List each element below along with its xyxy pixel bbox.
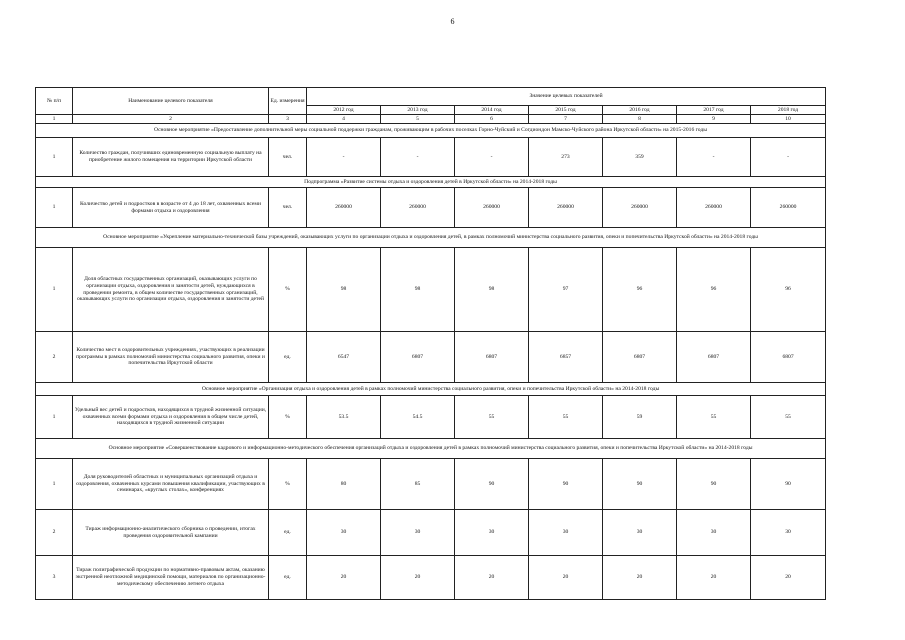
row-number: 1 (36, 396, 73, 439)
value-cell: 30 (677, 510, 751, 556)
value-cell: 260000 (603, 188, 677, 228)
table-row (36, 248, 826, 332)
value-cell: 53.5 (307, 396, 381, 439)
value-cell: 20 (529, 556, 603, 600)
table-row (36, 510, 826, 556)
unit-cell: % (269, 459, 307, 510)
value-cell: 98 (381, 248, 455, 332)
column-number: 10 (751, 115, 826, 124)
value-cell: - (455, 138, 529, 177)
unit-cell: чел. (269, 188, 307, 228)
value-cell: 54.5 (381, 396, 455, 439)
value-cell: 260000 (455, 188, 529, 228)
table-row (36, 556, 826, 600)
column-number: 3 (269, 115, 307, 124)
indicator-name: Тираж информационно-аналитического сборника о проведении, итогах проведения оздоровительной кампании (73, 510, 269, 556)
row-number: 2 (36, 510, 73, 556)
section-title: Подпрограмма «Развитие системы отдыха и оздоровления детей в Иркутской области» на 2014-2018 годы (36, 177, 826, 188)
section-title: Основное мероприятие «Укрепление материально-технической базы учреждений, оказывающих услуги по организации отдыха и оздоровления детей, в рамках полномочий министерства социального развития, опеки и попечительства Иркутской области» на 2014-2018 годы (36, 228, 826, 248)
section-row (36, 177, 826, 188)
value-cell: 273 (529, 138, 603, 177)
value-cell: 55 (677, 396, 751, 439)
table-row (36, 332, 826, 383)
value-cell: 80 (307, 459, 381, 510)
value-cell: - (751, 138, 826, 177)
value-cell: 6807 (381, 332, 455, 383)
value-cell: 6807 (603, 332, 677, 383)
value-cell: 59 (603, 396, 677, 439)
value-cell: 6807 (751, 332, 826, 383)
row-number: 1 (36, 138, 73, 177)
value-cell: 260000 (307, 188, 381, 228)
header-values: Значение целевых показателей (307, 88, 826, 106)
value-cell: 260000 (529, 188, 603, 228)
row-number: 1 (36, 248, 73, 332)
value-cell: 30 (381, 510, 455, 556)
target-indicators-table (35, 87, 826, 600)
value-cell: 6547 (307, 332, 381, 383)
unit-cell: % (269, 248, 307, 332)
value-cell: 6807 (455, 332, 529, 383)
value-cell: 90 (751, 459, 826, 510)
header-year: 2016 год (603, 106, 677, 115)
column-number: 4 (307, 115, 381, 124)
row-number: 2 (36, 332, 73, 383)
table-row (36, 138, 826, 177)
value-cell: - (677, 138, 751, 177)
header-num: № п/п (36, 88, 73, 115)
value-cell: 55 (455, 396, 529, 439)
value-cell: 30 (603, 510, 677, 556)
value-cell: 96 (603, 248, 677, 332)
value-cell: 96 (677, 248, 751, 332)
header-year: 2013 год (381, 106, 455, 115)
section-row (36, 124, 826, 138)
value-cell: 55 (751, 396, 826, 439)
section-row (36, 228, 826, 248)
unit-cell: ед. (269, 332, 307, 383)
value-cell: 90 (455, 459, 529, 510)
value-cell: 30 (455, 510, 529, 556)
header-year: 2014 год (455, 106, 529, 115)
column-number: 5 (381, 115, 455, 124)
section-row (36, 439, 826, 459)
value-cell: 260000 (677, 188, 751, 228)
column-number: 2 (73, 115, 269, 124)
value-cell: 20 (751, 556, 826, 600)
value-cell: 359 (603, 138, 677, 177)
table-row (36, 396, 826, 439)
column-number: 7 (529, 115, 603, 124)
value-cell: 260000 (381, 188, 455, 228)
header-year: 2017 год (677, 106, 751, 115)
unit-cell: % (269, 396, 307, 439)
column-number: 6 (455, 115, 529, 124)
value-cell: 90 (529, 459, 603, 510)
value-cell: 97 (529, 248, 603, 332)
column-number: 1 (36, 115, 73, 124)
value-cell: 20 (307, 556, 381, 600)
value-cell: 260000 (751, 188, 826, 228)
value-cell: 6857 (529, 332, 603, 383)
header-year: 2012 год (307, 106, 381, 115)
table-row (36, 459, 826, 510)
value-cell: 20 (381, 556, 455, 600)
table-row (36, 188, 826, 228)
value-cell: 85 (381, 459, 455, 510)
section-title: Основное мероприятие «Совершенствование кадрового и информационно-методического обеспечения организаций отдыха и оздоровления детей в рамках полномочий министерства социального развития, опеки и попечительства Иркутской области» на 2014-2018 годы (36, 439, 826, 459)
indicator-name: Доля руководителей областных и муниципальных организаций отдыха и оздоровления, охваченных курсами повышения квалификации, участвующих в семинарах, «круглых столах», конференциях (73, 459, 269, 510)
indicator-name: Количество мест в оздоровительных учреждениях, участвующих в реализации программы в рамках полномочий министерства социального развития, опеки и попечительства Иркутской области (73, 332, 269, 383)
column-number: 8 (603, 115, 677, 124)
header-year: 2015 год (529, 106, 603, 115)
indicator-name: Количество граждан, получивших единовременную социальную выплату на приобретение жилого помещения на территории Иркутской области (73, 138, 269, 177)
column-number: 9 (677, 115, 751, 124)
row-number: 1 (36, 459, 73, 510)
value-cell: 30 (529, 510, 603, 556)
value-cell: 90 (603, 459, 677, 510)
value-cell: 96 (751, 248, 826, 332)
header-year: 2018 год (751, 106, 826, 115)
value-cell: 55 (529, 396, 603, 439)
value-cell: 20 (677, 556, 751, 600)
value-cell: 98 (455, 248, 529, 332)
row-number: 1 (36, 188, 73, 228)
indicator-name: Количество детей и подростков в возрасте от 4 до 18 лет, охваченных всеми формами отдыха и оздоровления (73, 188, 269, 228)
section-title: Основное мероприятие «Предоставление дополнительной меры социальной поддержки гражданам, проживающим в рабочих поселках Горно-Чуйский и Согдиондон Мамско-Чуйского района Иркутской области» на 2015-2016 годы (36, 124, 826, 138)
unit-cell: ед. (269, 510, 307, 556)
unit-cell: ед. (269, 556, 307, 600)
value-cell: 30 (751, 510, 826, 556)
value-cell: 90 (677, 459, 751, 510)
row-number: 3 (36, 556, 73, 600)
indicator-name: Доля областных государственных организаций, оказывающих услуги по организации отдыха, оздоровления и занятости детей, нуждающихся в проведении ремонта, в общем количестве государственных организаций, оказывающих услуги по организации отдыха, оздоровления и занятости детей (73, 248, 269, 332)
value-cell: 6807 (677, 332, 751, 383)
header-name: Наименование целевого показателя (73, 88, 269, 115)
section-row (36, 383, 826, 396)
value-cell: - (381, 138, 455, 177)
value-cell: 20 (603, 556, 677, 600)
indicator-name: Тираж полиграфической продукции по нормативно-правовым актам, оказанию экстренной неотложной медицинской помощи, материалов по организационно-методическому обеспечению летнего отдыха (73, 556, 269, 600)
page-number: 6 (450, 17, 455, 26)
value-cell: - (307, 138, 381, 177)
value-cell: 98 (307, 248, 381, 332)
indicator-name: Удельный вес детей и подростков, находящихся в трудной жизненной ситуации, охваченных всеми формами отдыха и оздоровления в общем числе детей, находящихся в трудной жизненной ситуации (73, 396, 269, 439)
value-cell: 20 (455, 556, 529, 600)
unit-cell: чел. (269, 138, 307, 177)
section-title: Основное мероприятие «Организация отдыха и оздоровления детей в рамках полномочий министерства социального развития, опеки и попечительства Иркутской области» на 2014-2018 годы (36, 383, 826, 396)
header-unit: Ед. измерения (269, 88, 307, 115)
value-cell: 30 (307, 510, 381, 556)
